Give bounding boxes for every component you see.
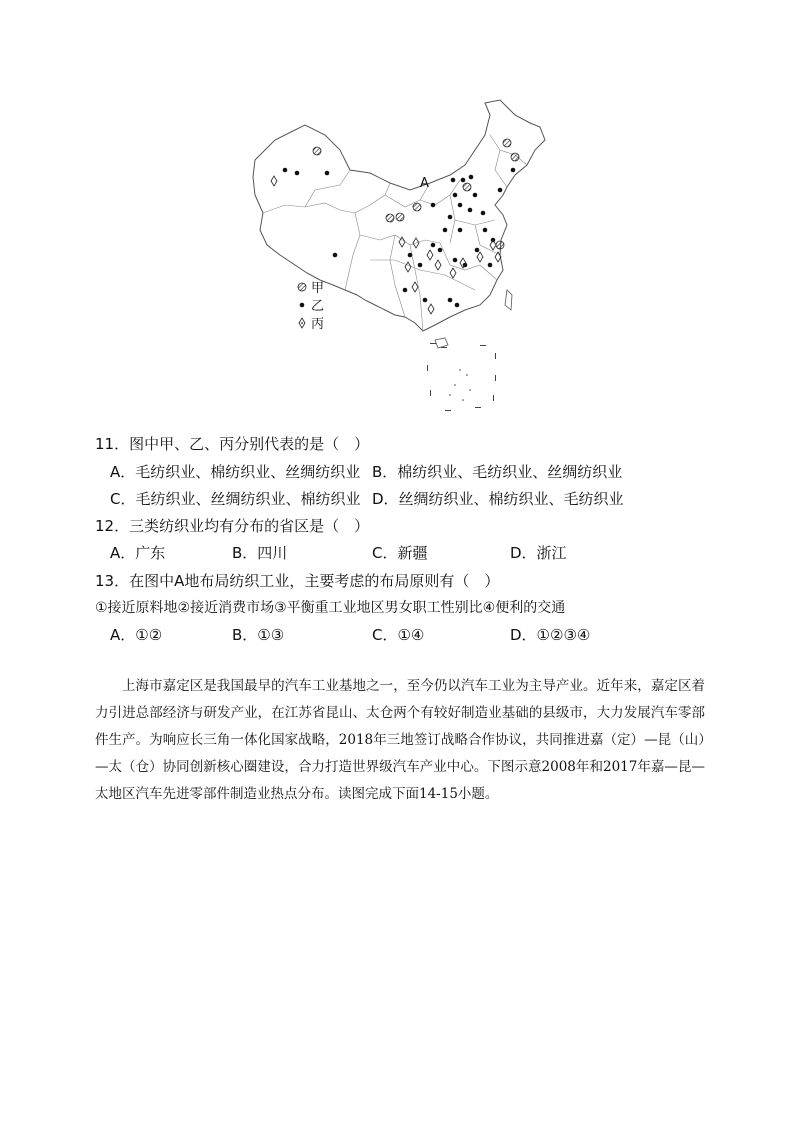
point-a-label: A: [420, 176, 429, 191]
q12-option-a: A．广东: [110, 544, 166, 562]
q13-option-a: A．①②: [110, 626, 163, 644]
q12-option-b: B．四川: [232, 544, 288, 562]
q11-option-c: C．毛纺织业、丝绸纺织业、棉纺织业: [110, 490, 361, 508]
map-svg: [245, 95, 555, 430]
legend-hatched-icon: [298, 283, 306, 291]
china-textile-map: [245, 95, 555, 430]
question-13-statements: ①接近原料地②接近消费市场③平衡重工业地区男女职工性别比④便利的交通: [95, 600, 566, 616]
legend-label-jia: 甲: [311, 281, 325, 296]
bing-markers: [271, 176, 501, 314]
q13-option-d: D．①②③④: [510, 626, 591, 644]
q13-option-b: B．①③: [232, 626, 285, 644]
q11-option-b: B．棉纺织业、毛纺织业、丝绸纺织业: [372, 463, 623, 481]
q11-option-d: D．丝绸纺织业、棉纺织业、毛纺织业: [372, 490, 624, 508]
q11-option-a: A．毛纺织业、棉纺织业、丝绸纺织业: [110, 463, 361, 481]
province-borders: [263, 135, 527, 331]
question-13-stem: 13．在图中A地布局纺织工业，主要考虑的布局原则有（ ）: [95, 572, 500, 590]
q13-option-c: C．①④: [372, 626, 425, 644]
question-12-stem: 12．三类纺织业均有分布的省区是（ ）: [95, 517, 370, 535]
q12-option-d: D．浙江: [510, 544, 567, 562]
legend-label-bing: 丙: [311, 317, 325, 332]
south-sea-islands: [427, 343, 496, 411]
legend-label-yi: 乙: [311, 299, 325, 314]
jia-markers: [313, 139, 519, 249]
q12-option-c: C．新疆: [372, 544, 428, 562]
legend-dot-icon: [300, 303, 305, 308]
passage-text: 上海市嘉定区是我国最早的汽车工业基地之一，至今仍以汽车工业为主导产业。近年来，嘉定区着力引进总部经济与研发产业，在江苏省昆山、太仓两个有较好制造业基础的县级市，大力发展汽车零部件生产。为响应长三角一体化国家战略，2018年三地签订战略合作协议，共同推进嘉（定）—昆（山）—太（仓）协同创新核心圈建设，合力打造世界级汽车产业中心。下图示意2008年和2017年嘉—昆—太地区汽车先进零部件制造业热点分布。读图完成下面14-15小题。: [95, 678, 705, 802]
question-11-stem: 11．图中甲、乙、丙分别代表的是（ ）: [95, 435, 370, 453]
reading-passage: [95, 673, 705, 808]
map-legend: [298, 281, 324, 332]
